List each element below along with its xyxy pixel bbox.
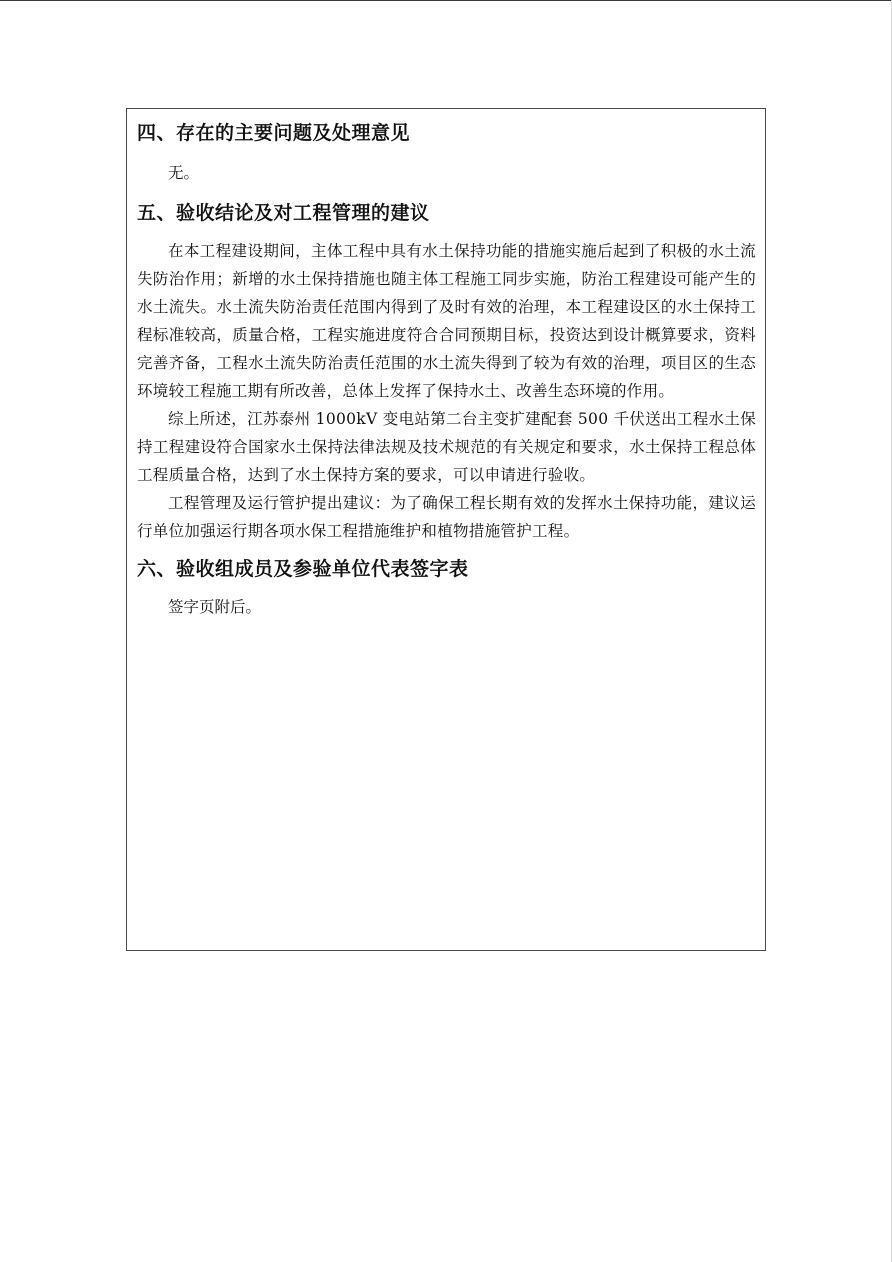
document-table-cell: [126, 108, 766, 951]
page-top-rule: [0, 0, 892, 1]
section-5-paragraph-conclusion: 在本工程建设期间，主体工程中具有水土保持功能的措施实施后起到了积极的水土流失防治作用；新增的水土保持措施也随主体工程施工同步实施，防治工程建设可能产生的水土流失。水土流失防治责任范围内得到了及时有效的治理，本工程建设区的水土保持工程标准较高，质量合格，工程实施进度符合合同预期目标，投资达到设计概算要求，资料完善齐备，工程水土流失防治责任范围的水土流失得到了较为有效的治理，项目区的生态环境较工程施工期有所改善，总体上发挥了保持水土、改善生态环境的作用。: [137, 242, 756, 400]
section-4-heading: 四、存在的主要问题及处理意见: [137, 122, 411, 144]
section-6-content: 签字页附后。: [168, 598, 262, 616]
section-5-heading: 五、验收结论及对工程管理的建议: [137, 202, 430, 224]
section-5-paragraph-summary: 综上所述，江苏泰州 1000kV 变电站第二台主变扩建配套 500 千伏送出工程水土保持工程建设符合国家水土保持法律法规及技术规范的有关规定和要求，水土保持工程总体工程质量合格，达到了水土保持方案的要求，可以申请进行验收。: [137, 410, 756, 484]
section-6-heading: 六、验收组成员及参验单位代表签字表: [137, 558, 469, 580]
section-5-paragraph-suggestion: 工程管理及运行管护提出建议：为了确保工程长期有效的发挥水土保持功能，建议运行单位加强运行期各项水保工程措施维护和植物措施管护工程。: [137, 494, 756, 540]
section-4-content: 无。: [168, 164, 200, 182]
